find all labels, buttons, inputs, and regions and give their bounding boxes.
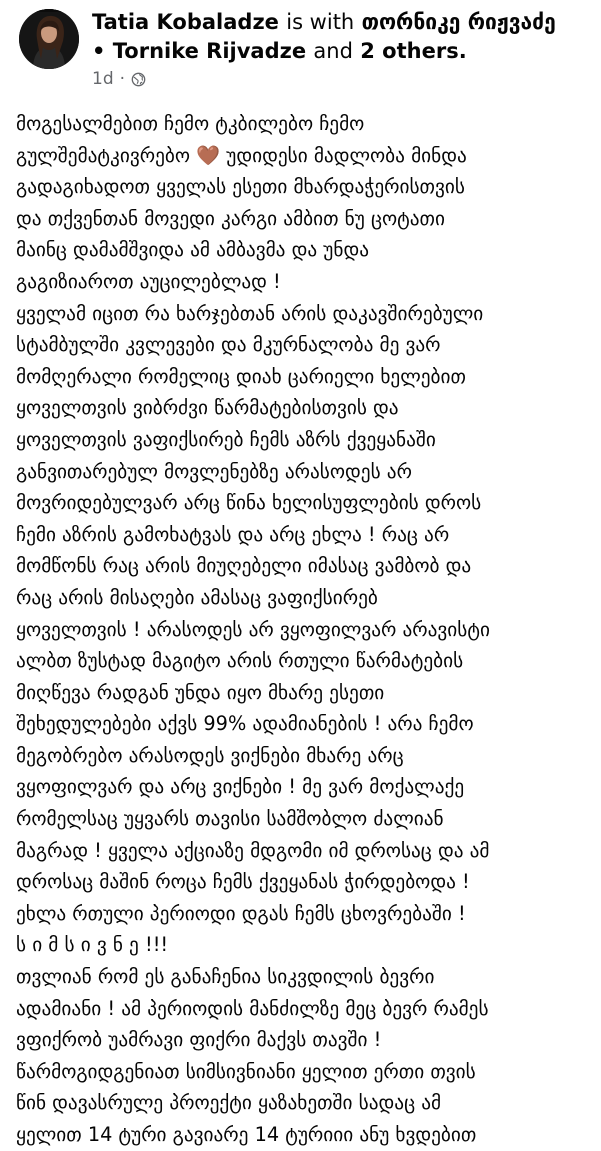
post-text-line: გადაგიხადოთ ყველას ესეთი მხარდაჭერისთვის: [16, 175, 465, 199]
post-text-line: ყველამ იცით რა ხარჯებთან არის დაკავშირებული: [16, 301, 484, 325]
with-text: is with: [286, 10, 355, 34]
post-text-line: ყოველთვის ! არასოდეს არ ვყოფილვარ არავისტი: [16, 617, 490, 641]
post-text-line: ჩემი აზრის გამოხატვას და არც ეხლა ! რაც არ: [16, 522, 450, 546]
others-link[interactable]: 2 others.: [360, 39, 467, 63]
post-text-line: დროსაც მაშინ როცა ჩემს ქვეყანას ჭირდებოდა !: [16, 870, 470, 894]
post-text-line: ალბთ ზუსტად მაგიტო არის რთული წარმატების: [16, 649, 464, 673]
post-text-line: ვყოფილვარ და არც ვიქნები ! მე ვარ მოქალაქე: [16, 775, 465, 799]
post-text-line: მომწონს რაც არის მიუღებელი იმასაც ვამბობ და: [16, 554, 472, 578]
post-text-line: ს ი მ ს ი ვ ნ ე !!!: [16, 933, 169, 957]
post-text-line: მომღერალი რომელიც დიახ ცარიელი ხელებით: [16, 364, 466, 388]
tagged-person-link-2[interactable]: Tornike Rijvadze: [112, 39, 307, 63]
post-text-line: შეხედულებები აქვს 99% ადამიანების ! არა ჩემო: [16, 712, 474, 736]
post-text-line: გულშემატკივრებო 🤎 უდიდესი მადლობა მინდა: [16, 143, 467, 167]
post-text-line: მოვრიდებულვარ არც წინა ხელისუფლების დროს: [16, 491, 482, 515]
post-text-line: მიღწევა რადგან უნდა იყო მხარე ესეთი: [16, 680, 385, 704]
post-text-line: ეხლა რთული პერიოდი დგას ჩემს ცხოვრებაში !: [16, 901, 466, 925]
meta-separator: ·: [119, 69, 126, 89]
and-text: and: [313, 39, 353, 63]
tagged-person-link-1[interactable]: თორნიკე რიჟვაძე: [361, 10, 556, 34]
post-text-line: თვლიან რომ ეს განაჩენია სიკვდილის ბევრი: [16, 965, 435, 989]
post-text-line: რაც არის მისაღები ამასაც ვაფიქსირებ: [16, 585, 378, 609]
post-text-line: სტამბულში კვლევები და მკურნალობა მე ვარ: [16, 333, 441, 357]
post-text-line: ყელით 14 ტური გავიარე 14 ტურიიი ანუ ხვდებით: [16, 1123, 477, 1146]
post-text-line: განვითარებულ მოვლენებზე არასოდეს არ: [16, 459, 412, 483]
post-text-line: ყოველთვის ვაფიქსირებ ჩემს აზრს ქვეყანაში: [16, 427, 436, 451]
post-text-line: და თქვენთან მოვედი კარგი ამბით ნუ ცოტათი: [16, 206, 445, 230]
post-text-line: ვფიქრობ უამრავი ფიქრი მაქვს თავში !: [16, 1028, 382, 1052]
post-text-line: ადამიანი ! ამ პერიოდის მანძილზე მეც ბევრ რამეს: [16, 996, 489, 1020]
post-text-line: მოგესალმებით ჩემო ტკბილებო ჩემო: [16, 112, 365, 135]
post-author-line: [92, 8, 592, 66]
post-text-line: მეგობრებო არასოდეს ვიქნები მხარე არც: [16, 743, 404, 767]
post-text: [16, 108, 596, 1151]
post-text-line: რომელსაც უყვარს თავისი სამშობლო ძალიან: [16, 807, 444, 831]
post-text-line: მაინც დამამშვიდა ამ ამბავმა და უნდა: [16, 238, 370, 262]
profile-photo: [19, 9, 79, 69]
post-text-line: ყოველთვის ვიბრძვი წარმატებისთვის და: [16, 396, 399, 420]
author-name-link[interactable]: Tatia Kobaladze: [92, 10, 279, 34]
post-meta: [92, 68, 146, 90]
post-text-line: მაგრად ! ყველა აქციაზე მდგომი იმ დროსაც და ამ: [16, 838, 490, 862]
post-header: [0, 0, 601, 96]
post-text-line: წარმოგიდგენიათ სიმსივნიანი ყელით ერთი თვის: [16, 1059, 476, 1083]
avatar[interactable]: [19, 9, 79, 69]
post-text-line: გაგიზიაროთ აუცილებლად !: [16, 269, 281, 293]
post-text-line: წინ დავასრულე პროექტი ყაზახეთში სადაც ამ: [16, 1091, 442, 1115]
globe-icon: [131, 72, 146, 87]
post-timestamp[interactable]: 1d: [92, 69, 114, 89]
tag-bullet: •: [92, 39, 106, 63]
